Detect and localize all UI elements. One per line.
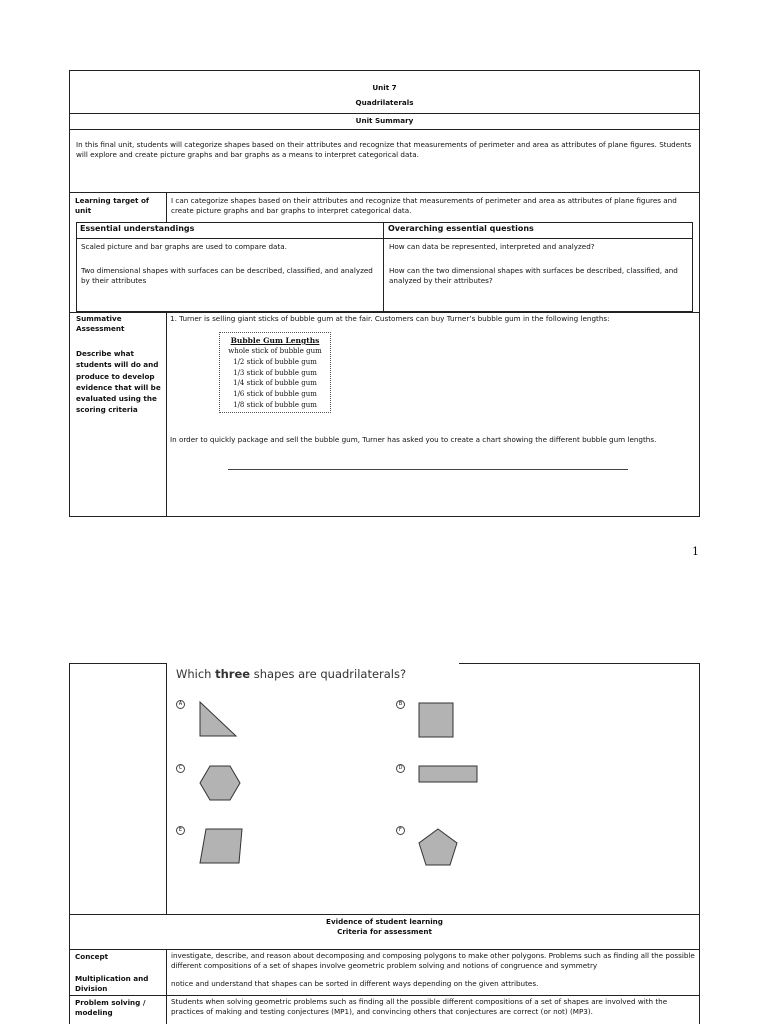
problem-intro: 1. Turner is selling giant sticks of bubble gum at the fair. Customers can buy Turner’s bubble gum in the following lengths: bbox=[170, 314, 610, 323]
summative-label: Summative Assessment bbox=[76, 314, 125, 333]
understanding-1: Scaled picture and bar graphs are used to compare data. bbox=[81, 242, 287, 251]
concept-text-2: notice and understand that shapes can be sorted in different ways depending on the given attributes. bbox=[171, 979, 539, 988]
option-f-marker[interactable]: F bbox=[396, 826, 405, 835]
square-shape[interactable] bbox=[419, 703, 453, 737]
unit-subtitle: Quadrilaterals bbox=[355, 98, 414, 107]
page-number: 1 bbox=[692, 545, 699, 558]
right-triangle-shape[interactable] bbox=[200, 702, 236, 736]
concept-label: Concept bbox=[75, 952, 109, 961]
understanding-2: Two dimensional shapes with surfaces can be described, classified, and analyzed by their attributes bbox=[81, 266, 373, 285]
essential-understandings-heading: Essential understandings bbox=[80, 224, 195, 233]
quiz-question: Which three shapes are quadrilaterals? bbox=[176, 667, 407, 681]
option-c-marker[interactable]: C bbox=[176, 764, 185, 773]
problem-task: In order to quickly package and sell the bubble gum, Turner has asked you to create a chart showing the different bubble gum lengths. bbox=[170, 435, 657, 444]
summative-desc: Describe what students will do and produce to develop evidence that will be evaluated using the scoring criteria bbox=[76, 349, 161, 415]
gum-length-item: 1/3 stick of bubble gum bbox=[233, 368, 317, 377]
summary-heading: Unit Summary bbox=[355, 116, 414, 125]
rectangle-shape[interactable] bbox=[419, 766, 477, 782]
hexagon-shape[interactable] bbox=[200, 766, 240, 800]
gum-length-item: whole stick of bubble gum bbox=[228, 347, 322, 355]
option-e-marker[interactable]: E bbox=[176, 826, 185, 835]
criteria-heading: Criteria for assessment bbox=[337, 927, 432, 936]
parallelogram-shape[interactable] bbox=[200, 829, 242, 863]
overarching-questions-heading: Overarching essential questions bbox=[388, 224, 534, 233]
option-d-marker[interactable]: D bbox=[396, 764, 405, 773]
problem-solving-text: Students when solving geometric problems such as finding all the possible different compositions of a set of shapes are involved with the practices of making and testing conjectures (MP1), and convincing others that conjectures are correct (or not) (MP3). bbox=[171, 997, 668, 1016]
learning-target-label: Learning target of unit bbox=[75, 196, 150, 215]
gum-table-title: Bubble Gum Lengths bbox=[230, 336, 320, 345]
gum-length-item: 1/6 stick of bubble gum bbox=[233, 390, 317, 399]
evidence-heading: Evidence of student learning bbox=[326, 917, 443, 926]
option-a-marker[interactable]: A bbox=[176, 700, 185, 709]
question-1: How can data be represented, interpreted and analyzed? bbox=[389, 242, 595, 251]
problem-solving-label: Problem solving / modeling bbox=[75, 998, 146, 1017]
pentagon-shape[interactable] bbox=[419, 829, 457, 865]
gum-length-item: 1/4 stick of bubble gum bbox=[233, 379, 317, 388]
learning-target-text: I can categorize shapes based on their attributes and recognize that measurements of perimeter and area as attributes of plane figures and create picture graphs and bar graphs to interpret categorical data. bbox=[171, 196, 677, 215]
gum-length-item: 1/2 stick of bubble gum bbox=[233, 357, 317, 366]
concept-sublabel: Multiplication and Division bbox=[75, 974, 149, 993]
concept-text-1: investigate, describe, and reason about decomposing and composing polygons to make other polygons. Problems such as finding all the possible different compositions of a set of shapes involve geometric problem solving and notions of congruence and symmetry bbox=[171, 951, 695, 970]
question-2: How can the two dimensional shapes with surfaces be described, classified, and analyzed by their attributes? bbox=[389, 266, 678, 285]
unit-title: Unit 7 bbox=[372, 83, 397, 92]
gum-length-item: 1/8 stick of bubble gum bbox=[233, 400, 317, 409]
option-b-marker[interactable]: B bbox=[396, 700, 405, 709]
summary-text: In this final unit, students will categorize shapes based on their attributes and recognize that measurements of perimeter and area as attributes of plane figures. Students will explore and create picture graphs and bar graphs as a means to interpret categorical data. bbox=[76, 140, 692, 159]
